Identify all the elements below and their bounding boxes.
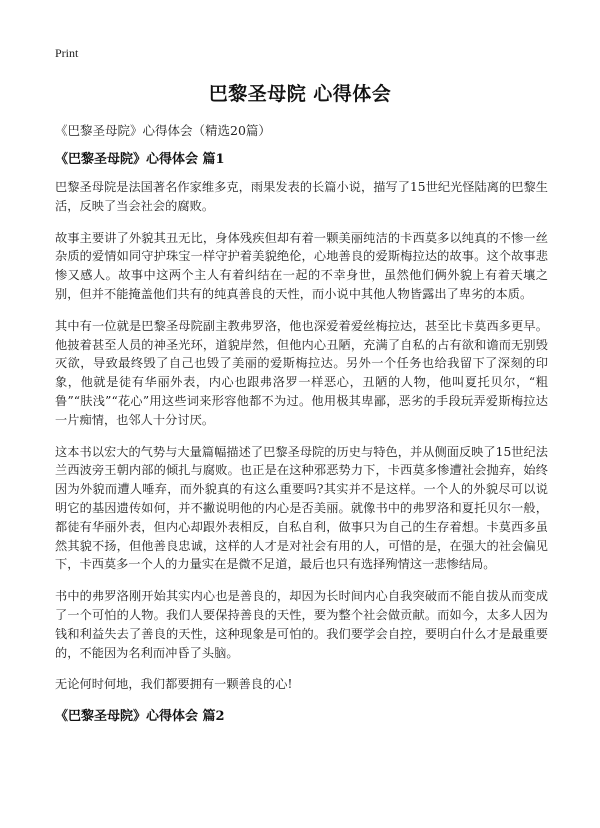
section-heading-1: 《巴黎圣母院》心得体会 篇1 (55, 152, 225, 167)
document-body (55, 150, 548, 735)
document-title: 巴黎圣母院 心得体会 (208, 83, 392, 105)
document-subtitle: 《巴黎圣母院》心得体会（精选20篇） (55, 123, 271, 138)
paragraph-1: 巴黎圣母院是法国著名作家维多克，雨果发表的长篇小说，描写了15世纪光怪陆离的巴黎生活，反映了当会社会的腐败。 (55, 180, 548, 213)
paragraph-4: 这本书以宏大的气势与大量篇幅描述了巴黎圣母院的历史与特色，并从侧面反映了15世纪法兰西波旁王朝内部的倾扎与腐败。也正是在这种邪恶势力下，卡西莫多惨遭社会抛弃，始终因为外貌而遭人唾弃，而外貌真的有这么重要吗?其实并不是这样。一个人的外貌尽可以说明它的基因遗传如何，并不撇说明他的内心是否美丽。就像书中的弗罗洛和夏托贝尔一般，都徒有华丽外表，但内心却跟外表相反，自私自利，做事只为自己的生存着想。卡莫西多虽然其貌不扬，但他善良忠诚，这样的人才是对社会有用的人，可惜的是，在强大的社会偏见下，卡西莫多一个人的力量实在是微不足道，最后也只有选择殉情这一悲惨结局。 (55, 444, 548, 572)
paragraph-6: 无论何时何地，我们都要拥有一颗善良的心! (55, 677, 293, 692)
paragraph-3: 其中有一位就是巴黎圣母院副主教弗罗洛，他也深爱着爱丝梅拉达，甚至比卡莫西多更早。他披着甚至人员的神圣光环，道貌岸然，但他内心丑陋，充满了自私的占有欲和谵而无别毁灭欲，导致最终毁了自己也毁了美丽的爱斯梅拉达。另外一个任务也给我留下了深刻的印象，他就是徒有华丽外表，内心也跟弗洛罗一样恶心，丑陋的人物，他叫夏托贝尔，“粗鲁”“肤浅”“花心”用这些词来形容他都不为过。他用极其卑鄙，恶劣的手段玩弄爱斯梅拉达一片痴情，也邻人十分讨厌。 (55, 318, 548, 427)
paragraph-2: 故事主要讲了外貌其丑无比，身体残疾但却有着一颗美丽纯洁的卡西莫多以纯真的不惨一丝杂质的爱情如同守护珠宝一样守护着美貌绝伦，心地善良的爱斯梅拉达的故事。这个故事悲惨又感人。故事中这两个主人有着纠结在一起的不幸身世，虽然他们俩外貌上有着天壤之别，但并不能掩盖他们共有的纯真善良的天性，而小说中其他人物皆露出了卑劣的本质。 (55, 230, 548, 301)
section-heading-2: 《巴黎圣母院》心得体会 篇2 (55, 709, 225, 725)
paragraph-5: 书中的弗罗洛刚开始其实内心也是善良的，却因为长时间内心自我突破而不能自拔从而变成了一个可怕的人物。我们人要保持善良的天性，要为整个社会做贡献。而如今，太多人因为钱和利益失去了善良的天性，这种现象是可怕的。我们要学会自控，要明白什么才是最重要的，不能因为名利而冲昏了头脑。 (55, 589, 548, 660)
print-link[interactable]: Print (55, 46, 79, 60)
